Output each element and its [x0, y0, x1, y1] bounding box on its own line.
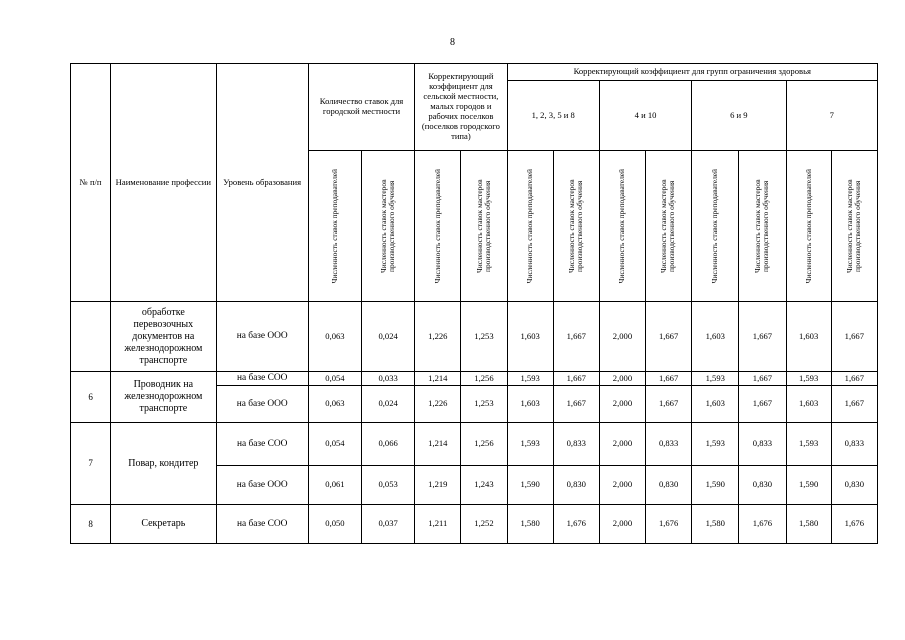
profession-name: Повар, кондитер — [111, 423, 216, 505]
value-cell: 2,000 — [599, 302, 645, 372]
table-row — [71, 372, 878, 386]
value-cell: 1,243 — [461, 466, 507, 505]
value-cell: 1,667 — [646, 386, 692, 423]
profession-name: Секретарь — [111, 505, 216, 544]
row-num — [71, 302, 111, 372]
value-cell: 1,603 — [507, 302, 553, 372]
value-cell: 1,667 — [553, 386, 599, 423]
value-cell: 1,580 — [786, 505, 831, 544]
edu-level: на базе СОО — [216, 423, 308, 466]
row-num: 8 — [71, 505, 111, 544]
subheader-teachers: Численность ставок преподавателей — [599, 151, 645, 302]
value-cell: 0,830 — [646, 466, 692, 505]
value-cell: 1,593 — [692, 372, 739, 386]
value-cell: 1,667 — [553, 302, 599, 372]
value-cell: 0,061 — [308, 466, 361, 505]
value-cell: 0,066 — [362, 423, 415, 466]
value-cell: 1,603 — [507, 386, 553, 423]
value-cell: 1,593 — [692, 423, 739, 466]
value-cell: 1,214 — [415, 423, 461, 466]
header-profession: Наименование профессии — [111, 64, 216, 302]
value-cell: 0,830 — [553, 466, 599, 505]
header-rate-count: Количество ставок для городской местности — [308, 64, 414, 151]
value-cell: 1,226 — [415, 386, 461, 423]
value-cell: 1,667 — [553, 372, 599, 386]
value-cell: 1,667 — [739, 372, 786, 386]
value-cell: 1,211 — [415, 505, 461, 544]
subheader-masters: Численность ставок мастеров производственного обучения — [553, 151, 599, 302]
value-cell: 1,593 — [507, 423, 553, 466]
value-cell: 1,253 — [461, 386, 507, 423]
value-cell: 1,676 — [553, 505, 599, 544]
value-cell: 1,219 — [415, 466, 461, 505]
value-cell: 1,590 — [507, 466, 553, 505]
value-cell: 1,667 — [739, 386, 786, 423]
subheader-masters: Численность ставок мастеров производственного обучения — [362, 151, 415, 302]
value-cell: 1,590 — [786, 466, 831, 505]
subheader-masters: Численность ставок мастеров производственного обучения — [831, 151, 877, 302]
value-cell: 1,580 — [507, 505, 553, 544]
value-cell: 1,603 — [786, 302, 831, 372]
value-cell: 1,667 — [646, 302, 692, 372]
row-num: 7 — [71, 423, 111, 505]
group-header: 6 и 9 — [692, 81, 786, 151]
rates-table — [70, 63, 878, 544]
group-header: 1, 2, 3, 5 и 8 — [507, 81, 599, 151]
group-header: 4 и 10 — [599, 81, 691, 151]
value-cell: 1,593 — [507, 372, 553, 386]
value-cell: 1,603 — [692, 302, 739, 372]
header-health-coef: Корректирующий коэффициент для групп ограничения здоровья — [507, 64, 877, 81]
table-row — [71, 505, 878, 544]
value-cell: 2,000 — [599, 505, 645, 544]
value-cell: 1,667 — [739, 302, 786, 372]
value-cell: 0,063 — [308, 386, 361, 423]
value-cell: 0,830 — [739, 466, 786, 505]
value-cell: 0,833 — [739, 423, 786, 466]
value-cell: 1,593 — [786, 423, 831, 466]
subheader-teachers: Численность ставок преподавателей — [308, 151, 361, 302]
value-cell: 2,000 — [599, 386, 645, 423]
profession-name: обработке перевозочных документов на железнодорожном транспорте — [111, 302, 216, 372]
value-cell: 0,063 — [308, 302, 361, 372]
value-cell: 1,593 — [786, 372, 831, 386]
edu-level: на базе СОО — [216, 505, 308, 544]
value-cell: 1,667 — [831, 372, 877, 386]
value-cell: 1,603 — [692, 386, 739, 423]
value-cell: 1,590 — [692, 466, 739, 505]
value-cell: 0,050 — [308, 505, 361, 544]
value-cell: 0,037 — [362, 505, 415, 544]
value-cell: 0,830 — [831, 466, 877, 505]
page-number: 8 — [450, 37, 455, 48]
value-cell: 0,033 — [362, 372, 415, 386]
value-cell: 2,000 — [599, 466, 645, 505]
profession-name: Проводник на железнодорожном транспорте — [111, 372, 216, 423]
header-edu-level: Уровень образования — [216, 64, 308, 302]
subheader-teachers: Численность ставок преподавателей — [415, 151, 461, 302]
edu-level: на базе СОО — [216, 372, 308, 386]
value-cell: 1,667 — [831, 386, 877, 423]
value-cell: 1,253 — [461, 302, 507, 372]
subheader-teachers: Численность ставок преподавателей — [507, 151, 553, 302]
edu-level: на базе ООО — [216, 466, 308, 505]
group-header: 7 — [786, 81, 877, 151]
value-cell: 1,667 — [831, 302, 877, 372]
edu-level: на базе ООО — [216, 302, 308, 372]
value-cell: 1,667 — [646, 372, 692, 386]
value-cell: 1,676 — [739, 505, 786, 544]
value-cell: 2,000 — [599, 423, 645, 466]
header-rural-coef: Корректирующий коэффициент для сельской местности, малых городов и рабочих поселков (поселков городского типа) — [415, 64, 507, 151]
value-cell: 1,214 — [415, 372, 461, 386]
value-cell: 0,833 — [646, 423, 692, 466]
value-cell: 2,000 — [599, 372, 645, 386]
value-cell: 1,256 — [461, 372, 507, 386]
value-cell: 1,580 — [692, 505, 739, 544]
header-num: № п/п — [71, 64, 111, 302]
value-cell: 1,603 — [786, 386, 831, 423]
value-cell: 0,054 — [308, 372, 361, 386]
subheader-masters: Численность ставок мастеров производственного обучения — [739, 151, 786, 302]
value-cell: 1,226 — [415, 302, 461, 372]
value-cell: 0,024 — [362, 386, 415, 423]
value-cell: 1,676 — [646, 505, 692, 544]
subheader-teachers: Численность ставок преподавателей — [692, 151, 739, 302]
row-num: 6 — [71, 372, 111, 423]
value-cell: 0,054 — [308, 423, 361, 466]
subheader-masters: Численность ставок мастеров производственного обучения — [461, 151, 507, 302]
value-cell: 0,833 — [831, 423, 877, 466]
table-row — [71, 423, 878, 466]
edu-level: на базе ООО — [216, 386, 308, 423]
value-cell: 0,053 — [362, 466, 415, 505]
value-cell: 0,833 — [553, 423, 599, 466]
table-row — [71, 302, 878, 372]
value-cell: 1,676 — [831, 505, 877, 544]
subheader-masters: Численность ставок мастеров производственного обучения — [646, 151, 692, 302]
subheader-teachers: Численность ставок преподавателей — [786, 151, 831, 302]
value-cell: 0,024 — [362, 302, 415, 372]
value-cell: 1,252 — [461, 505, 507, 544]
value-cell: 1,256 — [461, 423, 507, 466]
